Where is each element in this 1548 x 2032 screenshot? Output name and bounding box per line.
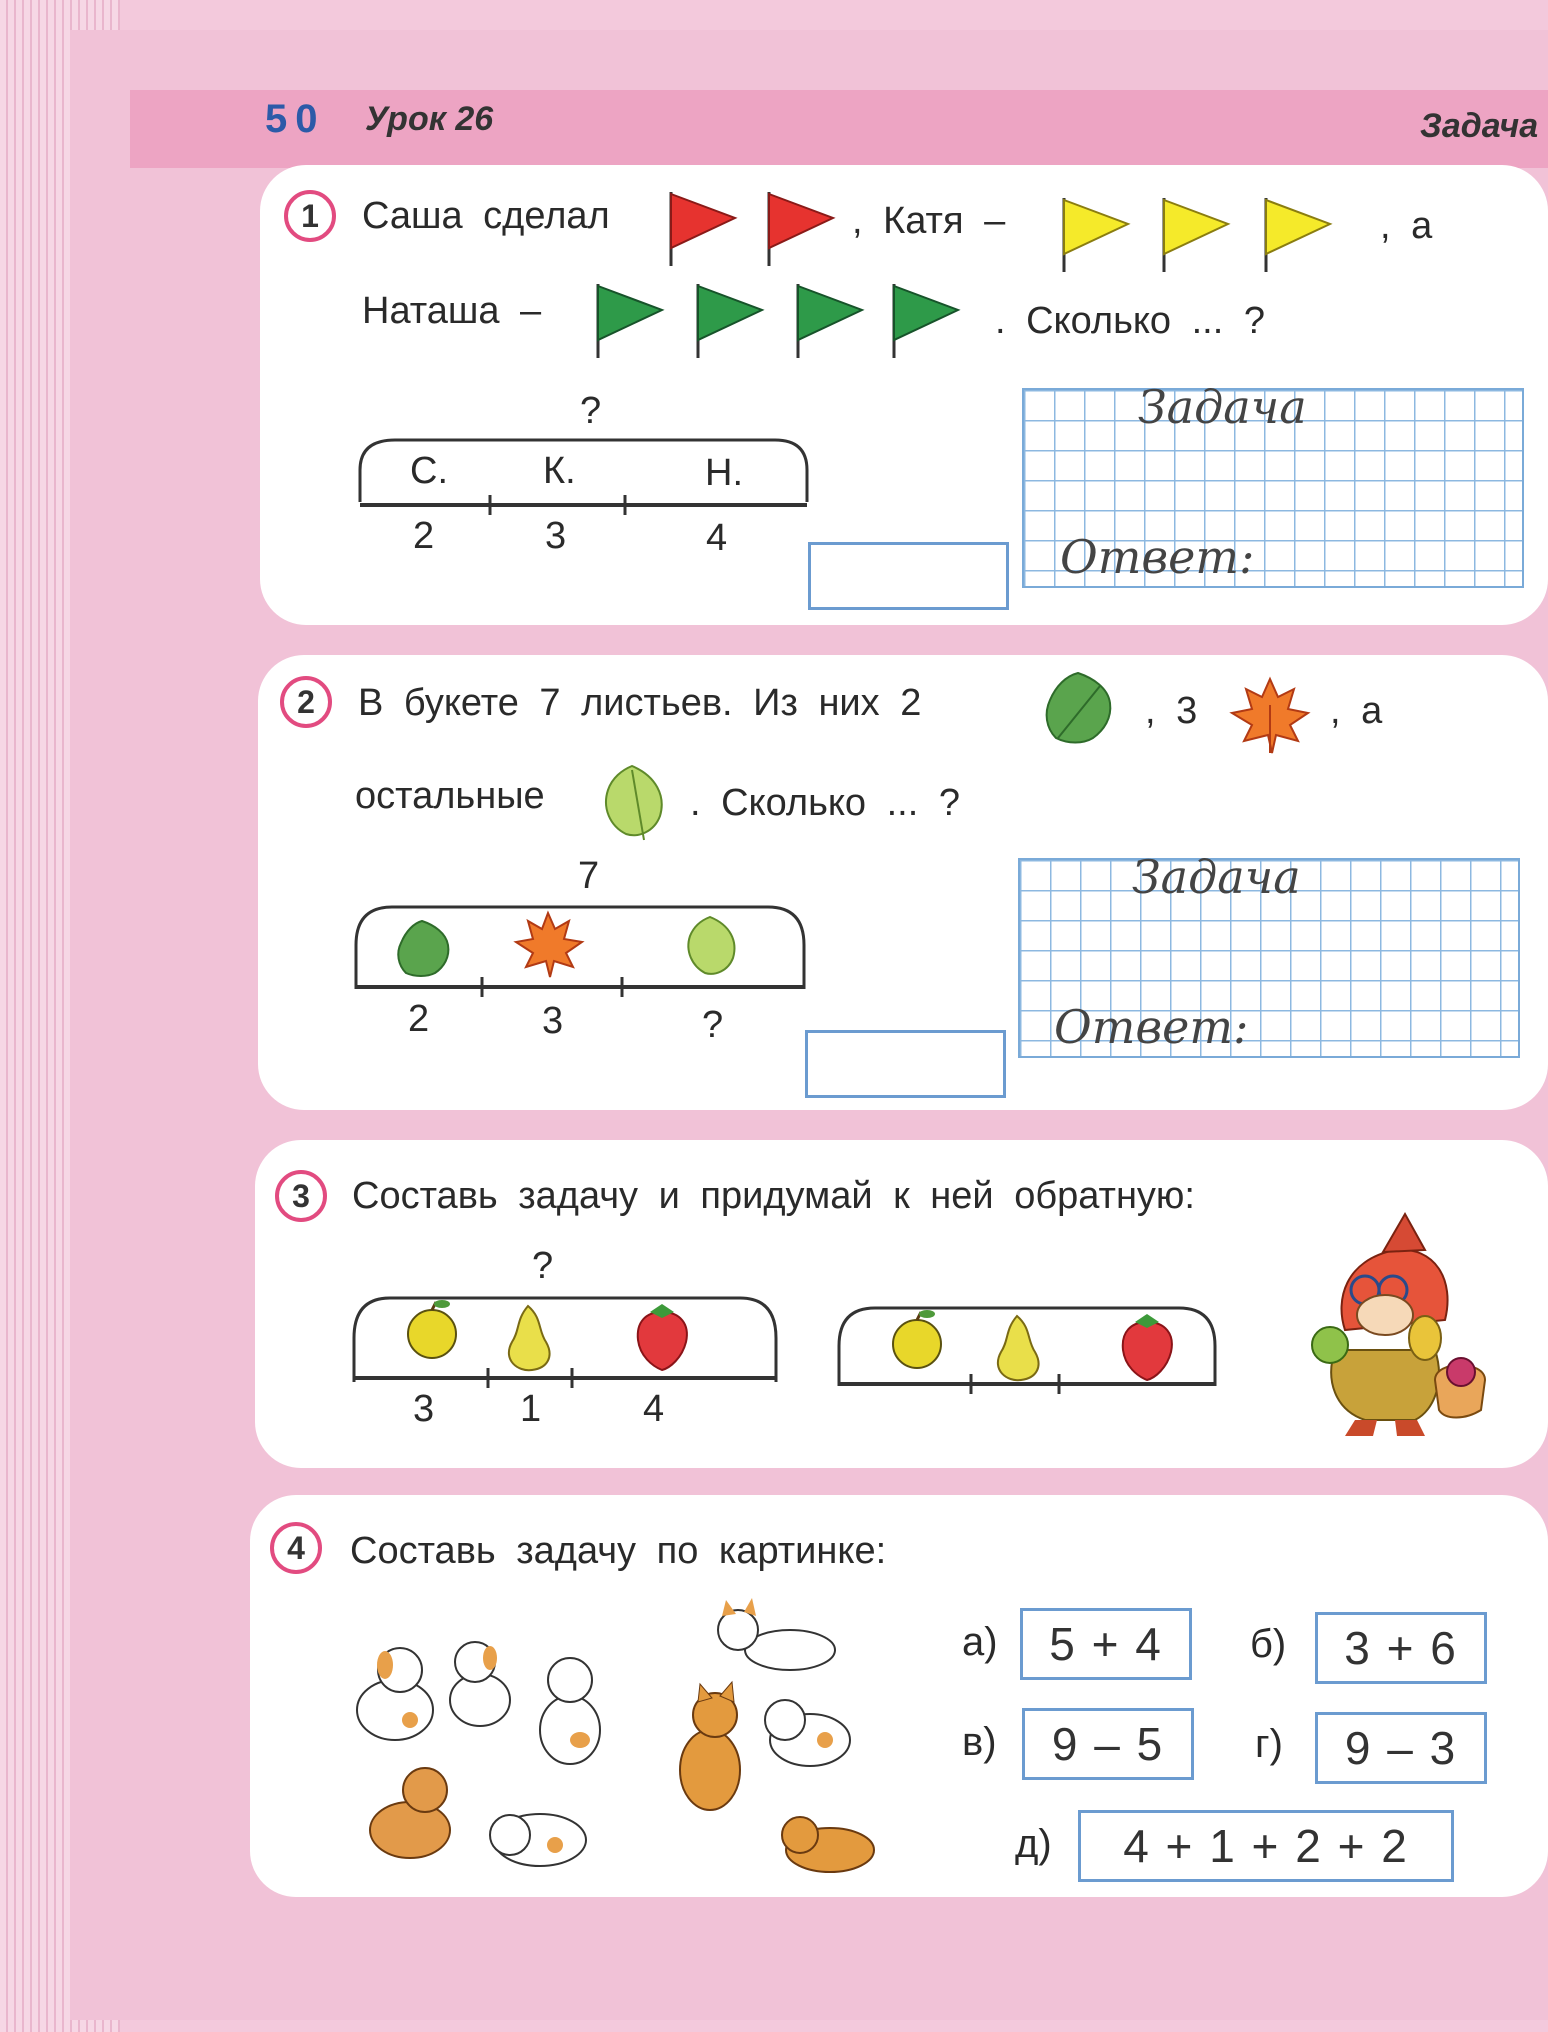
option-v-box[interactable]: 9 – 5 <box>1022 1708 1194 1780</box>
header-band <box>130 90 1548 168</box>
kitten-icon <box>765 1700 850 1766</box>
task-2-text-2: , 3 <box>1145 690 1198 732</box>
light-green-leaf-icon <box>598 762 670 842</box>
diagram-question: ? <box>532 1245 554 1287</box>
maple-leaf-icon <box>516 913 582 977</box>
section-title: Задача <box>1420 107 1539 145</box>
task-2-text-5: . Сколько ... ? <box>690 782 960 824</box>
task-4-number: 4 <box>270 1522 322 1574</box>
task-3-segment-diagram <box>350 1290 790 1400</box>
task-1-text-5: . Сколько ... ? <box>995 300 1265 342</box>
puppies-illustration <box>340 1640 640 1890</box>
diagram-value: 4 <box>706 517 728 559</box>
diagram-question: ? <box>580 390 602 432</box>
option-label: а) <box>962 1620 998 1664</box>
task-3-text: Составь задачу и придумай к ней обратную: <box>352 1175 1195 1217</box>
task-3-number: 3 <box>275 1170 327 1222</box>
grid-task-word: Задача <box>1138 380 1307 434</box>
strawberry-icon <box>638 1304 687 1370</box>
diagram-value: 3 <box>542 1000 564 1042</box>
pear-icon <box>509 1306 550 1370</box>
puppy-icon <box>450 1642 510 1726</box>
task-2-number: 2 <box>280 676 332 728</box>
green-flag-icon <box>798 284 862 358</box>
task-1-text-2: , Катя – <box>852 200 1006 242</box>
puppy-icon <box>490 1814 586 1866</box>
task-2-text-4: остальные <box>355 775 545 817</box>
puppy-icon <box>370 1768 450 1858</box>
yellow-flag-icon <box>1266 198 1330 272</box>
apple-icon <box>893 1310 941 1368</box>
grid-task-word: Задача <box>1132 850 1301 904</box>
diagram-total: 7 <box>578 855 600 897</box>
kittens-illustration <box>660 1590 900 1890</box>
task-1-answer-box[interactable] <box>808 542 1009 610</box>
apple-icon <box>408 1300 456 1358</box>
task-1-text-4: Наташа – <box>362 290 542 332</box>
red-flag-icon <box>671 192 735 266</box>
yellow-flag-icon <box>1064 198 1128 272</box>
diagram-label: К. <box>543 450 576 492</box>
task-2-text-3: , а <box>1330 690 1383 732</box>
puppy-icon <box>357 1648 433 1740</box>
diagram-value: 2 <box>413 515 435 557</box>
green-flag-icon <box>698 284 762 358</box>
yellow-flags <box>1058 196 1338 276</box>
gnome-with-fruit-illustration <box>1285 1210 1515 1440</box>
task-2-answer-box[interactable] <box>805 1030 1006 1098</box>
green-flag-icon <box>598 284 662 358</box>
pear-icon <box>998 1316 1039 1380</box>
task-1-number: 1 <box>284 190 336 242</box>
strawberry-icon <box>1123 1314 1172 1380</box>
task-4-text: Составь задачу по картинке: <box>350 1530 887 1572</box>
option-label: д) <box>1015 1822 1052 1866</box>
task-1-text-3: , а <box>1380 205 1433 247</box>
option-label: б) <box>1250 1622 1287 1666</box>
task-1-text-1: Саша сделал <box>362 195 610 237</box>
green-oak-leaf-icon <box>1038 668 1118 748</box>
yellow-flag-icon <box>1164 198 1228 272</box>
task-3-inverse-diagram <box>835 1300 1225 1400</box>
lesson-title: Урок 26 <box>365 100 494 138</box>
green-flags <box>592 282 972 362</box>
grid-answer-word: Ответ: <box>1060 530 1255 584</box>
green-oak-leaf-icon <box>398 921 448 976</box>
puppy-icon <box>540 1658 600 1764</box>
option-label: в) <box>962 1720 997 1764</box>
option-b-box[interactable]: 3 + 6 <box>1315 1612 1487 1684</box>
page-number: 50 <box>265 97 326 141</box>
diagram-value: ? <box>702 1004 724 1046</box>
green-flag-icon <box>894 284 958 358</box>
diagram-value: 1 <box>520 1388 542 1430</box>
task-2-segment-diagram <box>352 895 812 1005</box>
task-2-text-1: В букете 7 листьев. Из них 2 <box>358 682 922 724</box>
maple-leaf-icon <box>1228 675 1312 755</box>
kitten-icon <box>718 1598 835 1670</box>
diagram-label: Н. <box>705 452 743 494</box>
red-flags <box>665 190 845 270</box>
red-flag-icon <box>769 192 833 266</box>
grid-answer-word: Ответ: <box>1054 1000 1249 1054</box>
diagram-value: 3 <box>413 1388 435 1430</box>
kitten-icon <box>782 1817 874 1872</box>
diagram-value: 2 <box>408 998 430 1040</box>
option-g-box[interactable]: 9 – 3 <box>1315 1712 1487 1784</box>
diagram-value: 3 <box>545 515 567 557</box>
light-green-leaf-icon <box>688 917 734 974</box>
diagram-value: 4 <box>643 1388 665 1430</box>
kitten-icon <box>680 1682 740 1810</box>
option-label: г) <box>1255 1722 1283 1766</box>
option-a-box[interactable]: 5 + 4 <box>1020 1608 1192 1680</box>
option-d-box[interactable]: 4 + 1 + 2 + 2 <box>1078 1810 1454 1882</box>
diagram-label: С. <box>410 450 448 492</box>
